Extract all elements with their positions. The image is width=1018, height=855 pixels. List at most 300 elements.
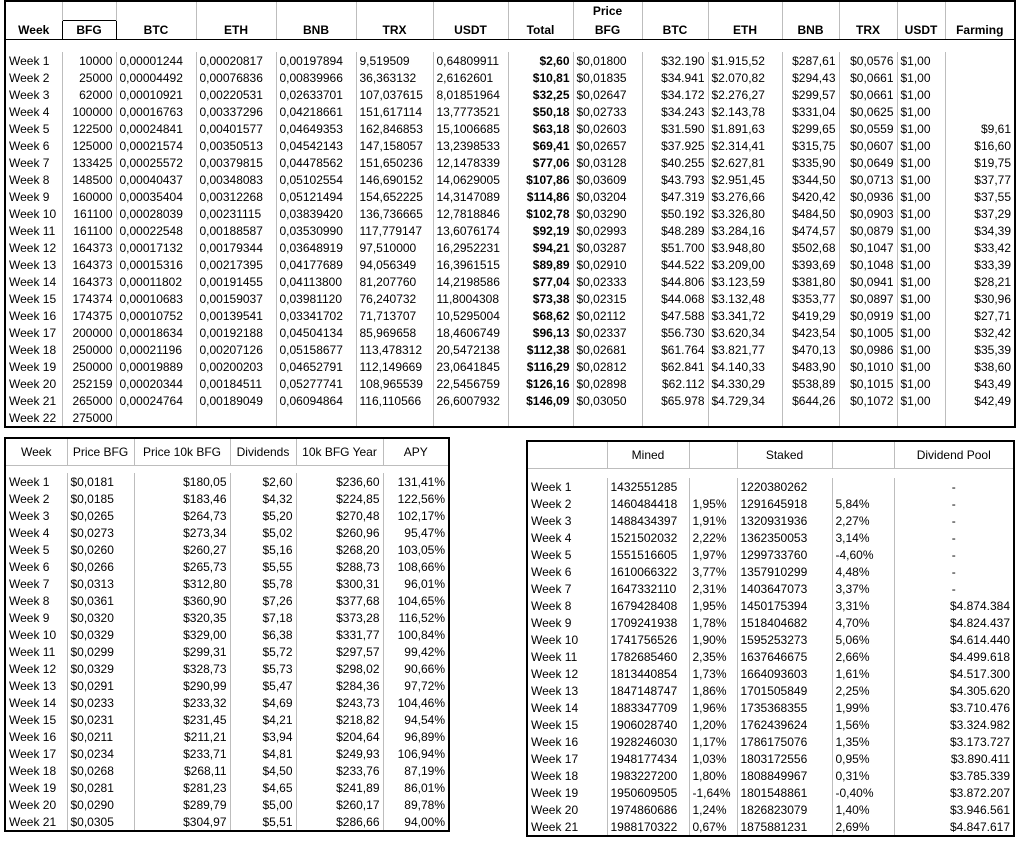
week-label: Week 10 [5,626,67,643]
table-cell: 20,5472138 [433,341,508,358]
table-cell: $0,02337 [573,324,642,341]
table-cell: 2,27% [832,512,894,529]
table-cell: $19,75 [945,154,1015,171]
week-label: Week 17 [5,324,62,341]
table-cell: -4,60% [832,546,894,563]
table-cell: $62.112 [642,375,708,392]
table-cell: $299,65 [782,120,839,137]
column-header: Dividend Pool [894,441,1014,469]
week-label: Week 1 [5,473,67,490]
week-label: Week 8 [5,592,67,609]
table-row [5,409,1015,427]
table-cell: - [894,563,1014,580]
table-cell: 1,80% [689,767,737,784]
column-header: BFG [62,21,116,40]
week-label: Week 4 [5,103,62,120]
table-cell: $289,79 [134,796,230,813]
table-cell: $0,0291 [67,677,134,694]
table-cell: $4,50 [230,762,296,779]
table-cell: 0,00197894 [276,52,356,69]
table-cell: $3.948,80 [708,239,782,256]
table-cell: $0,01800 [573,52,642,69]
table-cell: $2.951,45 [708,171,782,188]
table-cell: 122500 [62,120,116,137]
table-row [5,473,449,490]
table-cell: $4.847.617 [894,818,1014,836]
table-cell: $0,03290 [573,205,642,222]
table-cell: 16,2952231 [433,239,508,256]
table-row [5,120,1015,137]
column-header [832,441,894,469]
table-cell: 89,78% [383,796,449,813]
table-cell: 1403647073 [737,580,832,597]
table-cell: 164373 [62,256,116,273]
table-cell: $0,1005 [839,324,897,341]
table-cell: $4,65 [230,779,296,796]
table-cell: 2,22% [689,529,737,546]
table-row [5,609,449,626]
table-cell: 99,42% [383,643,449,660]
table-cell: 250000 [62,358,116,375]
table-row [527,597,1014,614]
table-cell: $1.915,52 [708,52,782,69]
table-cell: $224,85 [296,490,383,507]
table-cell: 1786175076 [737,733,832,750]
table-cell: 0,00001244 [116,52,196,69]
table-cell: 1,99% [832,699,894,716]
table-cell: 13,7773521 [433,103,508,120]
table-cell: 151,650236 [356,154,433,171]
column-header: USDT [433,21,508,40]
table-cell: $1,00 [897,69,945,86]
table-cell: 1647332110 [607,580,689,597]
table-cell [945,86,1015,103]
table-cell: 1762439624 [737,716,832,733]
week-label: Week 17 [527,750,607,767]
column-group-header [642,1,708,21]
table-cell: 122,56% [383,490,449,507]
week-label: Week 22 [5,409,62,427]
table-cell: $299,57 [782,86,839,103]
table-cell: $0,0233 [67,694,134,711]
table-row [527,818,1014,836]
table-cell: 0,00076836 [196,69,276,86]
table-cell: $4.140,33 [708,358,782,375]
table-cell: 0,05158677 [276,341,356,358]
table-cell: 2,31% [689,580,737,597]
table-cell: $0,0661 [839,86,897,103]
table-cell: 0,00010752 [116,307,196,324]
table-row [5,154,1015,171]
table-cell: 1,24% [689,801,737,818]
table-cell: 96,89% [383,728,449,745]
table-row [5,779,449,796]
week-label: Week 13 [527,682,607,699]
week-label: Week 15 [5,711,67,728]
table-cell: 107,037615 [356,86,433,103]
table-cell: $1,00 [897,120,945,137]
table-cell: $360,90 [134,592,230,609]
table-row [5,490,449,507]
table-cell: $1,00 [897,137,945,154]
table-cell: 0,03839420 [276,205,356,222]
table-cell: $47.588 [642,307,708,324]
column-header: BNB [782,21,839,40]
table-cell: $297,57 [296,643,383,660]
table-row [527,733,1014,750]
table-cell: $146,09 [508,392,573,409]
table-cell: $4,81 [230,745,296,762]
table-cell: $180,05 [134,473,230,490]
table-cell: $0,02898 [573,375,642,392]
table-cell [839,409,897,427]
table-cell: 116,110566 [356,392,433,409]
table-row [5,290,1015,307]
table-cell: 10000 [62,52,116,69]
table-cell: 161100 [62,205,116,222]
table-cell: 0,00184511 [196,375,276,392]
table-cell: $287,61 [782,52,839,69]
table-cell: $35,39 [945,341,1015,358]
table-cell: 104,46% [383,694,449,711]
table-cell: $0,0607 [839,137,897,154]
table-cell: 4,48% [832,563,894,580]
table-row [5,711,449,728]
table-cell: 1220380262 [737,478,832,495]
table-cell: 1679428408 [607,597,689,614]
week-label: Week 9 [5,188,62,205]
column-group-header [116,1,196,21]
table-cell: $33,39 [945,256,1015,273]
table-row [527,750,1014,767]
table-cell: $3.872.207 [894,784,1014,801]
table-cell: 0,04218661 [276,103,356,120]
table-cell: 0,00337296 [196,103,276,120]
table-cell: 117,779147 [356,222,433,239]
column-header: Price BFG [67,438,134,466]
table-cell: $241,89 [296,779,383,796]
table-row [527,580,1014,597]
table-cell: 136,736665 [356,205,433,222]
table-cell: 0,00348083 [196,171,276,188]
table-cell: $331,04 [782,103,839,120]
column-group-header [62,1,116,21]
table-cell: 0,00016763 [116,103,196,120]
table-cell: $0,02647 [573,86,642,103]
column-header: USDT [897,21,945,40]
table-cell: $5,55 [230,558,296,575]
week-label: Week 1 [527,478,607,495]
table-cell [116,409,196,427]
table-cell: 0,05102554 [276,171,356,188]
table-cell: - [894,512,1014,529]
table-row [5,392,1015,409]
table-cell: $0,1015 [839,375,897,392]
table-cell: $5,20 [230,507,296,524]
table-cell: 113,478312 [356,341,433,358]
table-cell: - [894,580,1014,597]
table-cell: $77,06 [508,154,573,171]
table-cell: $0,0329 [67,626,134,643]
table-row [5,205,1015,222]
table-cell: 0,95% [832,750,894,767]
table-cell [689,478,737,495]
table-cell: 102,17% [383,507,449,524]
table-cell: 1948177434 [607,750,689,767]
table-cell: 1460484418 [607,495,689,512]
week-label: Week 10 [527,631,607,648]
column-group-header [897,1,945,21]
table-cell: 1741756526 [607,631,689,648]
week-label: Week 13 [5,256,62,273]
table-cell: 1,20% [689,716,737,733]
table-cell: $37,77 [945,171,1015,188]
table-cell: $0,03128 [573,154,642,171]
table-cell: $0,0661 [839,69,897,86]
table-cell: $353,77 [782,290,839,307]
table-cell: $44.522 [642,256,708,273]
table-cell: $288,73 [296,558,383,575]
week-label: Week 18 [5,762,67,779]
week-label: Week 9 [527,614,607,631]
table-cell: $538,89 [782,375,839,392]
column-group-header [356,1,433,21]
table-row [5,796,449,813]
table-cell: 0,00220531 [196,86,276,103]
table-cell [642,409,708,427]
column-group-header [433,1,508,21]
table-cell: $114,86 [508,188,573,205]
table-cell: $61.764 [642,341,708,358]
table-cell: 62000 [62,86,116,103]
table-cell: $0,0281 [67,779,134,796]
table-row [527,682,1014,699]
column-header: Staked [737,441,832,469]
table-cell [782,409,839,427]
table-cell: 0,00024841 [116,120,196,137]
table-cell: - [894,478,1014,495]
column-header: Price 10k BFG [134,438,230,466]
table-cell: $0,02993 [573,222,642,239]
table-row [5,745,449,762]
table-cell: 275000 [62,409,116,427]
table-cell: 108,66% [383,558,449,575]
table-cell: 1,96% [689,699,737,716]
table-cell: $0,0211 [67,728,134,745]
table-cell: 1450175394 [737,597,832,614]
table-cell: 0,04504134 [276,324,356,341]
table-cell: 14,0629005 [433,171,508,188]
table-cell [945,52,1015,69]
table-cell: 174374 [62,290,116,307]
table-cell: $281,23 [134,779,230,796]
table-row [5,273,1015,290]
table-cell: $3.890.411 [894,750,1014,767]
table-cell: 1,97% [689,546,737,563]
table-cell: $5,47 [230,677,296,694]
week-label: Week 18 [527,767,607,784]
table-cell: $0,1047 [839,239,897,256]
table-cell: $37,29 [945,205,1015,222]
table-cell: $3.276,66 [708,188,782,205]
week-label: Week 3 [527,512,607,529]
table-cell: 14,3147089 [433,188,508,205]
table-cell: 1,61% [832,665,894,682]
table-cell: 0,00017132 [116,239,196,256]
week-label: Week 21 [5,392,62,409]
week-label: Week 14 [527,699,607,716]
table-cell: 3,14% [832,529,894,546]
table-cell: $0,02681 [573,341,642,358]
column-header: 10k BFG Year [296,438,383,466]
table-cell [276,409,356,427]
table-cell: 0,04113800 [276,273,356,290]
table-cell: $4.305.620 [894,682,1014,699]
table-cell: 131,41% [383,473,449,490]
table-cell: $77,04 [508,273,573,290]
table-cell: $204,64 [296,728,383,745]
table-cell: 18,4606749 [433,324,508,341]
table-cell: $0,02910 [573,256,642,273]
table-cell: 0,04652791 [276,358,356,375]
table-cell: $268,11 [134,762,230,779]
week-label: Week 5 [5,120,62,137]
week-label: Week 5 [527,546,607,563]
table-cell: 0,00159037 [196,290,276,307]
table-row [5,575,449,592]
table-cell: 1928246030 [607,733,689,750]
table-cell: 1950609505 [607,784,689,801]
table-cell: $1,00 [897,222,945,239]
table-cell: $37,55 [945,188,1015,205]
week-label: Week 4 [5,524,67,541]
table-cell: $211,21 [134,728,230,745]
table-cell: 14,2198586 [433,273,508,290]
table-cell: 0,04649353 [276,120,356,137]
week-label: Week 9 [5,609,67,626]
week-label: Week 17 [5,745,67,762]
table-row [5,324,1015,341]
table-cell: $260,27 [134,541,230,558]
table-cell: $0,0290 [67,796,134,813]
table-cell: 2,35% [689,648,737,665]
table-cell: 0,00401577 [196,120,276,137]
table-cell: 1,95% [689,597,737,614]
table-cell: $3.324.982 [894,716,1014,733]
table-cell: $0,1072 [839,392,897,409]
table-cell: 81,207760 [356,273,433,290]
table-cell: 1883347709 [607,699,689,716]
table-cell: 96,01% [383,575,449,592]
table-row [5,358,1015,375]
table-cell: 0,00350513 [196,137,276,154]
table-cell: $4,32 [230,490,296,507]
table-row [5,256,1015,273]
table-cell: 1808849967 [737,767,832,784]
table-cell: $335,90 [782,154,839,171]
table-cell: $94,21 [508,239,573,256]
table-cell: $0,02112 [573,307,642,324]
table-cell: 0,00192188 [196,324,276,341]
table-cell: 36,363132 [356,69,433,86]
table-cell: $329,00 [134,626,230,643]
table-cell: 1,40% [832,801,894,818]
table-cell: 0,03530990 [276,222,356,239]
table-cell: 164373 [62,239,116,256]
table-cell: 0,00028039 [116,205,196,222]
table-row [527,614,1014,631]
table-cell: $284,36 [296,677,383,694]
table-cell: 0,00188587 [196,222,276,239]
table-cell: 0,00839966 [276,69,356,86]
table-row [527,563,1014,580]
table-cell: $5,51 [230,813,296,831]
week-label: Week 1 [5,52,62,69]
table-cell: 100,84% [383,626,449,643]
table-cell: $43,49 [945,375,1015,392]
table-cell: 250000 [62,341,116,358]
table-cell [832,478,894,495]
table-cell: $0,0231 [67,711,134,728]
table-cell: $1,00 [897,341,945,358]
table-cell: 0,03981120 [276,290,356,307]
table-cell: 0,00179344 [196,239,276,256]
table-cell: $0,0265 [67,507,134,524]
table-cell: 0,00200203 [196,358,276,375]
table-cell: 0,00020344 [116,375,196,392]
table-cell: 148500 [62,171,116,188]
table-cell: $0,0329 [67,660,134,677]
table-cell: $233,71 [134,745,230,762]
table-cell: 1801548861 [737,784,832,801]
table-cell: 125000 [62,137,116,154]
table-cell: 0,00025572 [116,154,196,171]
table-cell: 0,00207126 [196,341,276,358]
table-row [5,69,1015,86]
table-cell: $2.143,78 [708,103,782,120]
week-label: Week 12 [5,239,62,256]
table-row [5,171,1015,188]
table-cell: $231,45 [134,711,230,728]
table-cell: 100000 [62,103,116,120]
table-cell: $0,02315 [573,290,642,307]
table-cell: 22,5456759 [433,375,508,392]
table-cell: 174375 [62,307,116,324]
table-cell: 3,31% [832,597,894,614]
table-cell: $0,0897 [839,290,897,307]
table-cell: $32.190 [642,52,708,69]
week-label: Week 14 [5,694,67,711]
table-cell: 0,05277741 [276,375,356,392]
column-header [689,441,737,469]
table-cell: $243,73 [296,694,383,711]
table-cell: $264,73 [134,507,230,524]
table-cell: 2,69% [832,818,894,836]
table-cell: $0,0305 [67,813,134,831]
table-cell: 26,6007932 [433,392,508,409]
week-label: Week 14 [5,273,62,290]
table-cell: $233,32 [134,694,230,711]
table-cell: $3.326,80 [708,205,782,222]
table-cell: 0,04542143 [276,137,356,154]
table-cell: 0,03648919 [276,239,356,256]
column-header: BTC [116,21,196,40]
table-cell: 0,31% [832,767,894,784]
table-cell: $3.710.476 [894,699,1014,716]
week-label: Week 2 [5,490,67,507]
table-row [5,52,1015,69]
table-cell: $0,0234 [67,745,134,762]
